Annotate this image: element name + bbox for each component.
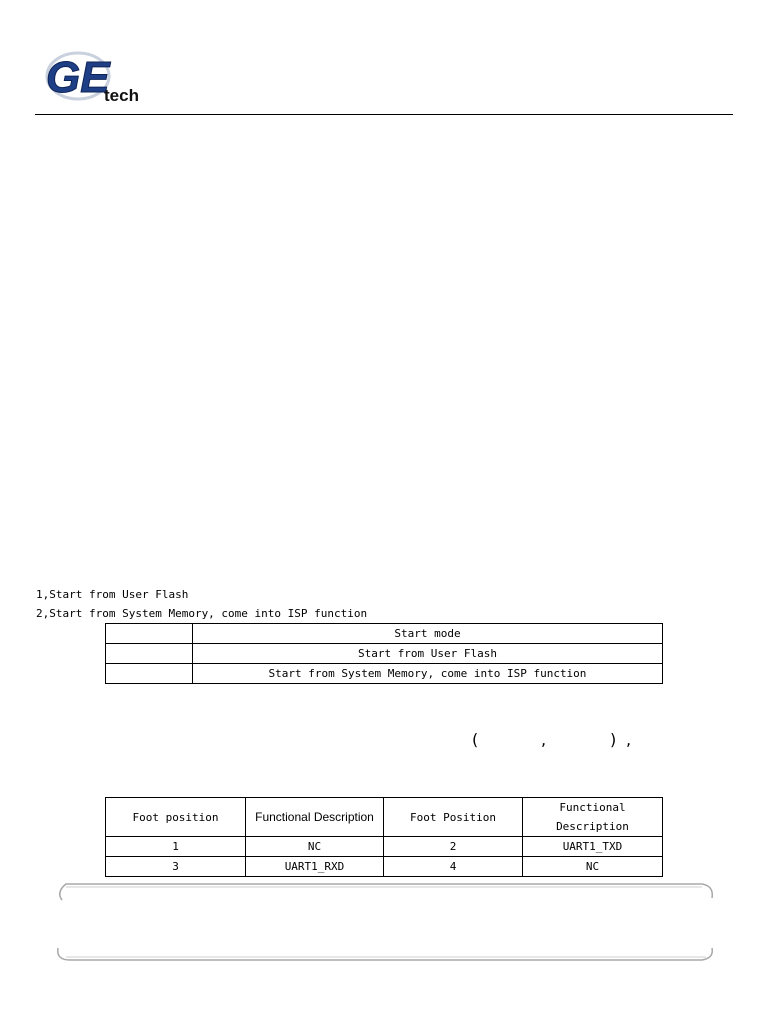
table-row xyxy=(106,644,663,664)
header-functional-description: Functional Description xyxy=(523,798,663,837)
table-cell: 3 xyxy=(106,857,246,877)
table-cell xyxy=(106,624,193,644)
frame-top-border xyxy=(60,884,713,900)
header-divider xyxy=(35,114,733,115)
punct-comma: , xyxy=(541,730,547,749)
table-header-start-mode: Start mode xyxy=(193,624,663,644)
logo-main-text: GE xyxy=(46,53,110,102)
table-cell: UART1_RXD xyxy=(246,857,384,877)
header-foot-position: Foot position xyxy=(106,798,246,837)
punct-open-paren: ( xyxy=(472,730,479,749)
header-functional-description: Functional Description xyxy=(246,798,384,837)
pin-definition-table xyxy=(105,797,663,877)
boot-mode-line-2: 2,Start from System Memory, come into ISP function xyxy=(36,607,368,620)
table-row xyxy=(106,837,663,857)
header-foot-position: Foot Position xyxy=(384,798,523,837)
table-row xyxy=(106,857,663,877)
boot-mode-line-1: 1,Start from User Flash xyxy=(36,588,189,601)
decorative-frame xyxy=(0,878,768,968)
gotech-logo xyxy=(44,48,154,106)
table-cell: 4 xyxy=(384,857,523,877)
table-header-row xyxy=(106,798,663,837)
frame-bottom-border xyxy=(58,948,713,960)
table-row xyxy=(106,664,663,684)
punct-comma: , xyxy=(626,730,632,749)
table-cell: 2 xyxy=(384,837,523,857)
table-cell: Start from User Flash xyxy=(193,644,663,664)
table-cell: 1 xyxy=(106,837,246,857)
table-cell xyxy=(106,664,193,684)
table-cell: NC xyxy=(246,837,384,857)
table-cell: UART1_TXD xyxy=(523,837,663,857)
table-row xyxy=(106,624,663,644)
table-cell: NC xyxy=(523,857,663,877)
punct-close-paren: ) xyxy=(610,730,617,749)
table-cell xyxy=(106,644,193,664)
boot-mode-table xyxy=(105,623,663,684)
logo-sub-text: tech xyxy=(104,86,139,105)
table-cell: Start from System Memory, come into ISP function xyxy=(193,664,663,684)
